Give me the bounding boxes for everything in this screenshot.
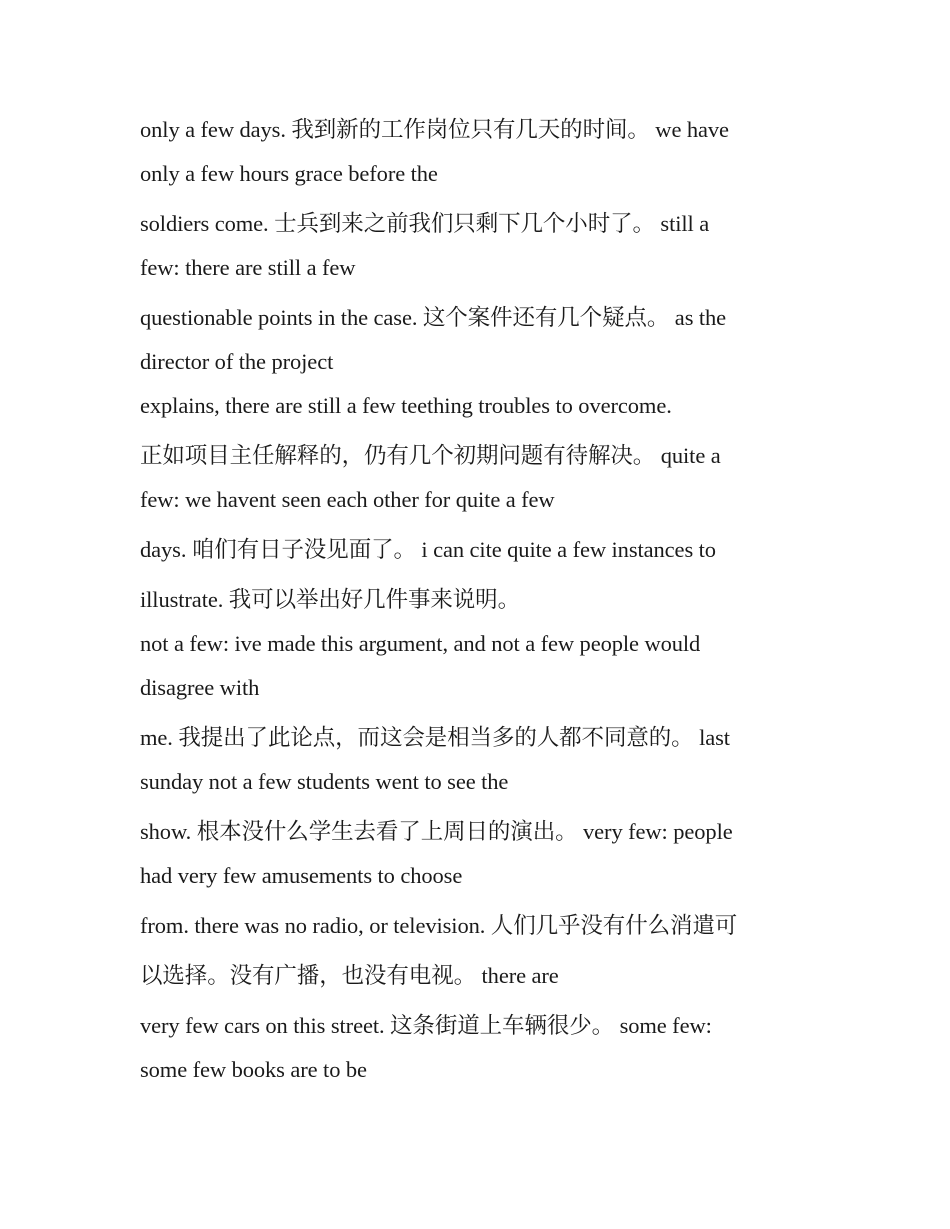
text-line-15: sunday not a few students went to see the bbox=[140, 769, 509, 794]
text-line-21: some few books are to be bbox=[140, 1057, 367, 1082]
text-line-13: disagree with bbox=[140, 675, 260, 700]
text-line-8: 正如项目主任解释的，仍有几个初期问题有待解决。 quite a bbox=[140, 443, 721, 468]
text-line-4: few: there are still a few bbox=[140, 255, 356, 280]
text-line-9: few: we havent seen each other for quite a few bbox=[140, 487, 555, 512]
text-line-2: only a few hours grace before the bbox=[140, 161, 438, 186]
text-line-6: director of the project bbox=[140, 349, 334, 374]
text-line-19: 以选择。没有广播，也没有电视。 there are bbox=[140, 963, 559, 988]
document-page bbox=[140, 108, 820, 1092]
text-line-3: soldiers come. 士兵到来之前我们只剩下几个小时了。 still a bbox=[140, 211, 710, 236]
text-line-5: questionable points in the case. 这个案件还有几个疑点。 as the bbox=[140, 305, 727, 330]
text-line-16: show. 根本没什么学生去看了上周日的演出。 very few: people bbox=[140, 819, 733, 844]
text-line-7: explains, there are still a few teething troubles to overcome. bbox=[140, 393, 672, 418]
text-line-17: had very few amusements to choose bbox=[140, 863, 463, 888]
text-line-11: illustrate. 我可以举出好几件事来说明。 bbox=[140, 587, 520, 612]
text-line-10: days. 咱们有日子没见面了。 i can cite quite a few instances to bbox=[140, 537, 716, 562]
text-line-14: me. 我提出了此论点，而这会是相当多的人都不同意的。 last bbox=[140, 725, 730, 750]
text-line-20: very few cars on this street. 这条街道上车辆很少。 some few: bbox=[140, 1013, 712, 1038]
text-line-12: not a few: ive made this argument, and not a few people would bbox=[140, 631, 701, 656]
text-line-1: only a few days. 我到新的工作岗位只有几天的时间。 we have bbox=[140, 117, 729, 142]
text-line-18: from. there was no radio, or television. 人们几乎没有什么消遣可 bbox=[140, 913, 738, 938]
